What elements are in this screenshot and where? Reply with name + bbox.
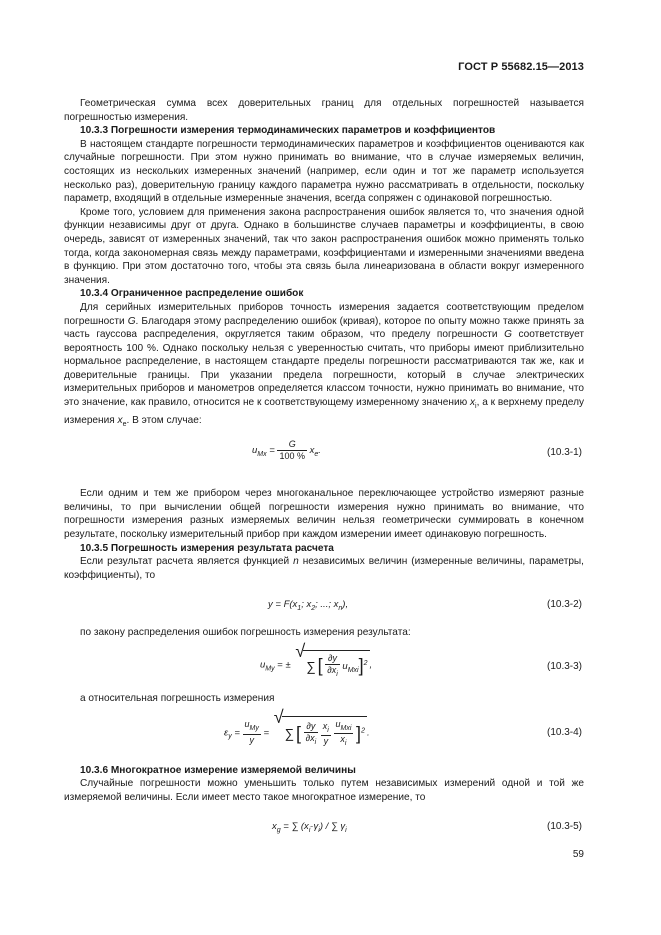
paragraph: Случайные погрешности можно уменьшить только путем независимых измерений одной и той же измеряемой величины. Если имеет место такое многократное измерение, то: [64, 778, 584, 803]
document-body: [64, 97, 584, 844]
paragraph: а относительная погрешность измерения: [80, 693, 275, 705]
document-header: ГОСТ Р 55682.15—2013: [458, 61, 584, 73]
page-number: 59: [572, 849, 584, 860]
section-heading-10-3-3: 10.3.3 Погрешности измерения термодинамических параметров и коэффициентов: [80, 125, 496, 137]
section-heading-10-3-4: 10.3.4 Ограниченное распределение ошибок: [80, 288, 304, 300]
formula-number: (10.3-2): [546, 599, 582, 611]
paragraph: Для серийных измерительных приборов точность измерения задается соответствующим пределом погрешности G. Благодаря этому распределению ошибок (кривая), которое по опыту можно также принять за часть гауссова распределения, округляется таким образом, что пределу погрешности G соответствует вероятность 100 %. Однако поскольку нельзя с уверенностью считать, что приборы имеют приблизительно нормальное распределение, в настоящем стандарте пределы погрешности рассматриваются так же, как и доверительные границы. При указании предела погрешности, который в случае электрических измерительных приборов и манометров определяется классом точности, нужно принимать во внимание, что это значение, как правило, относится не к соответствующему измеренному значению $x_i$, а к верхнему пределу измерения $x_e$. В этом случае:: [64, 301, 585, 428]
formula-number: (10.3-1): [546, 447, 582, 459]
section-heading-10-3-6: 10.3.6 Многократное измерение измеряемой величины: [80, 764, 356, 776]
formula-number: (10.3-4): [546, 726, 582, 738]
formula-10-3-5: $x_g$ = ∑ $(x_i\cdot\gamma_i)$ / ∑ $\gamma_i$ (10.3-5): [272, 821, 582, 835]
formula-10-3-2: $y = F(x_1$; $x_2$; ...; $x_n$), (10.3-2): [268, 599, 582, 613]
paragraph: Кроме того, условием для применения закона распространения ошибок является то, что значения одной функции независимы друг от друга. Однако в большинстве случаев параметры и коэффициенты, в свою очередь, зависят от измеренных значений, так что закон распространения ошибок можно применять только тогда, когда закономерная связь между параметрами, коэффициентами и измеренными значениями введена в функцию. При этом достаточно того, чтобы эта связь была линеаризована в области вокруг измеренного значения.: [64, 206, 584, 286]
paragraph: Если результат расчета является функцией n независимых величин (измеренные величины, параметры, коэффициенты), то: [64, 556, 584, 581]
paragraph: по закону распределения ошибок погрешность измерения результата:: [80, 627, 411, 639]
formula-10-3-3: $u_{My}$ = ± √ ∑ [ $\frac{\partial y}{\partial x_i}$ $u_{Mxi}]^2$ , (10.3-3): [64, 646, 584, 692]
formula-number: (10.3-3): [546, 661, 582, 673]
paragraph: В настоящем стандарте погрешности термодинамических параметров и коэффициентов оцениваются как случайные погрешности. При этом нужно принимать во внимание, что в случае измеряемых величин, состоящих из нескольких измеренных значений (например, если один и тот же параметр используется несколько раз), доверительную границу каждого параметра нужно рассматривать в отдельности, поскольку параметр, входящий в отдельные измеренные значения, всегда сопряжен с одинаковой погрешностью.: [64, 138, 584, 205]
paragraph: Если одним и тем же прибором через многоканальное переключающее устройство измеряют разные величины, то при вычислении общей погрешности измерения нужно принимать во внимание, что погрешности измерения разных измеряемых величин нельзя геометрически суммировать в конечном результате, поскольку измерительный прибор при каждом измерении имеет одинаковую погрешность.: [64, 488, 584, 541]
formula-number: (10.3-5): [546, 821, 582, 833]
formula-10-3-4: $\varepsilon_y$ = $\frac{u_{My}}{y}$ = √ ∑ [ $\frac{\partial y}{\partial x_i}$ $\frac{x_i}{y}$ $\frac{u_{Mxi}}{x_i}$ ]$^2$ . (10.3-4): [64, 712, 584, 758]
formula-10-3-1: $u_{Mx}$ = $\frac{G}{100 \%}$ $x_e$. (10.3-1): [252, 439, 582, 462]
paragraph: Геометрическая сумма всех доверительных границ для отдельных погрешностей называется погрешностью измерения.: [64, 98, 584, 123]
section-heading-10-3-5: 10.3.5 Погрешность измерения результата расчета: [80, 542, 334, 554]
